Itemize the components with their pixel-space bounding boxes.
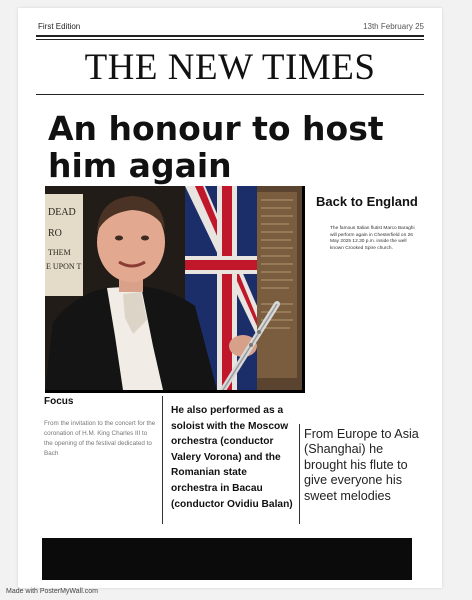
flutist-photo xyxy=(45,186,305,393)
issue-date: 13th February 25 xyxy=(363,22,424,31)
column-divider-left xyxy=(162,396,163,524)
sign-line-2: RO xyxy=(48,228,62,239)
middle-column-text: He also performed as a soloist with the Moscow orchestra (conductor Valery Vorona) and the Romanian state orchestra in Bacau (conductor Ovidiu Balan) xyxy=(171,405,293,510)
focus-text: From the invitation to the concert for the coronation of H.M. King Charles III to the opening of the festival dedicated to Bach xyxy=(44,420,156,457)
focus-title: Focus xyxy=(44,396,74,407)
photo-illustration xyxy=(45,186,302,390)
edition-label: First Edition xyxy=(38,22,81,31)
sign-line-1: DEAD xyxy=(48,207,76,218)
top-rule xyxy=(36,35,424,37)
footer-credit: Made with PosterMyWall.com xyxy=(6,588,98,595)
right-column-text: From Europe to Asia (Shanghai) he brought his flute to give everyone his sweet melodies xyxy=(304,427,419,503)
sign-line-4: E UPON T xyxy=(46,262,82,271)
sidebar-title: Back to England xyxy=(316,194,418,209)
sign-line-3: THEM xyxy=(48,248,71,257)
top-rule-thin xyxy=(36,39,424,40)
headline: An honour to host him again xyxy=(48,109,384,185)
black-banner xyxy=(42,538,412,580)
sidebar-text: The famous Italian flutist Marco Baraghi will perform again in Chesterfield on 26 May 2025 12.30 p.m. inside the well known Crooked Spire church. xyxy=(330,226,415,251)
newspaper-page xyxy=(18,8,442,588)
column-divider-right xyxy=(299,424,300,524)
masthead: THE NEW TIMES xyxy=(84,47,376,88)
masthead-rule xyxy=(36,94,424,95)
